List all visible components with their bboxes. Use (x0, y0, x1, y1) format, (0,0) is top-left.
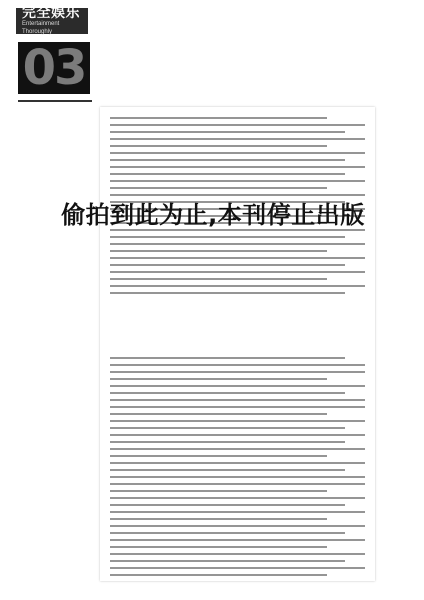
text-line (110, 357, 345, 359)
text-line (110, 159, 345, 161)
text-line (110, 392, 345, 394)
text-line (110, 483, 365, 485)
text-line (110, 539, 365, 541)
text-line (110, 448, 365, 450)
article-gap (100, 304, 375, 347)
text-line (110, 518, 327, 520)
title-rule (18, 100, 92, 102)
text-line (110, 194, 365, 196)
text-line (110, 406, 365, 408)
text-line (110, 525, 365, 527)
text-line (110, 117, 327, 119)
article-sheet (100, 107, 375, 581)
text-line (110, 131, 345, 133)
article-bottom-text (110, 357, 365, 571)
text-line (110, 567, 365, 569)
text-line (110, 292, 345, 294)
text-line (110, 434, 365, 436)
text-line (110, 364, 365, 366)
text-line (110, 546, 327, 548)
text-line (110, 166, 365, 168)
text-line (110, 455, 327, 457)
text-line (110, 469, 345, 471)
text-line (110, 497, 365, 499)
text-line (110, 553, 365, 555)
text-line (110, 574, 327, 576)
text-line (110, 264, 345, 266)
text-line (110, 399, 365, 401)
text-line (110, 250, 327, 252)
text-line (110, 145, 327, 147)
text-line (110, 371, 365, 373)
masthead-subtitle: Entertainment Thoroughly (22, 21, 60, 35)
issue-number: 03 (18, 42, 90, 94)
text-line (110, 236, 345, 238)
text-line (110, 378, 327, 380)
text-line (110, 560, 345, 562)
text-line (110, 441, 345, 443)
text-line (110, 504, 345, 506)
text-line (110, 532, 345, 534)
text-line (110, 427, 345, 429)
text-line (110, 476, 365, 478)
text-line (110, 462, 365, 464)
text-line (110, 511, 365, 513)
article-bottom (100, 347, 375, 581)
text-line (110, 385, 365, 387)
text-line (110, 138, 365, 140)
text-line (110, 124, 365, 126)
text-line (110, 180, 365, 182)
masthead-title: 完全娱乐 (22, 5, 80, 21)
text-line (110, 278, 327, 280)
masthead (16, 5, 88, 35)
text-line (110, 152, 365, 154)
text-line (110, 187, 327, 189)
text-line (110, 243, 365, 245)
text-line (110, 420, 365, 422)
headline: 偷拍到此为止,本刊停止出版 (61, 201, 365, 229)
text-line (110, 271, 365, 273)
text-line (110, 173, 345, 175)
text-line (110, 490, 327, 492)
text-line (110, 413, 327, 415)
text-line (110, 257, 365, 259)
text-line (110, 285, 365, 287)
